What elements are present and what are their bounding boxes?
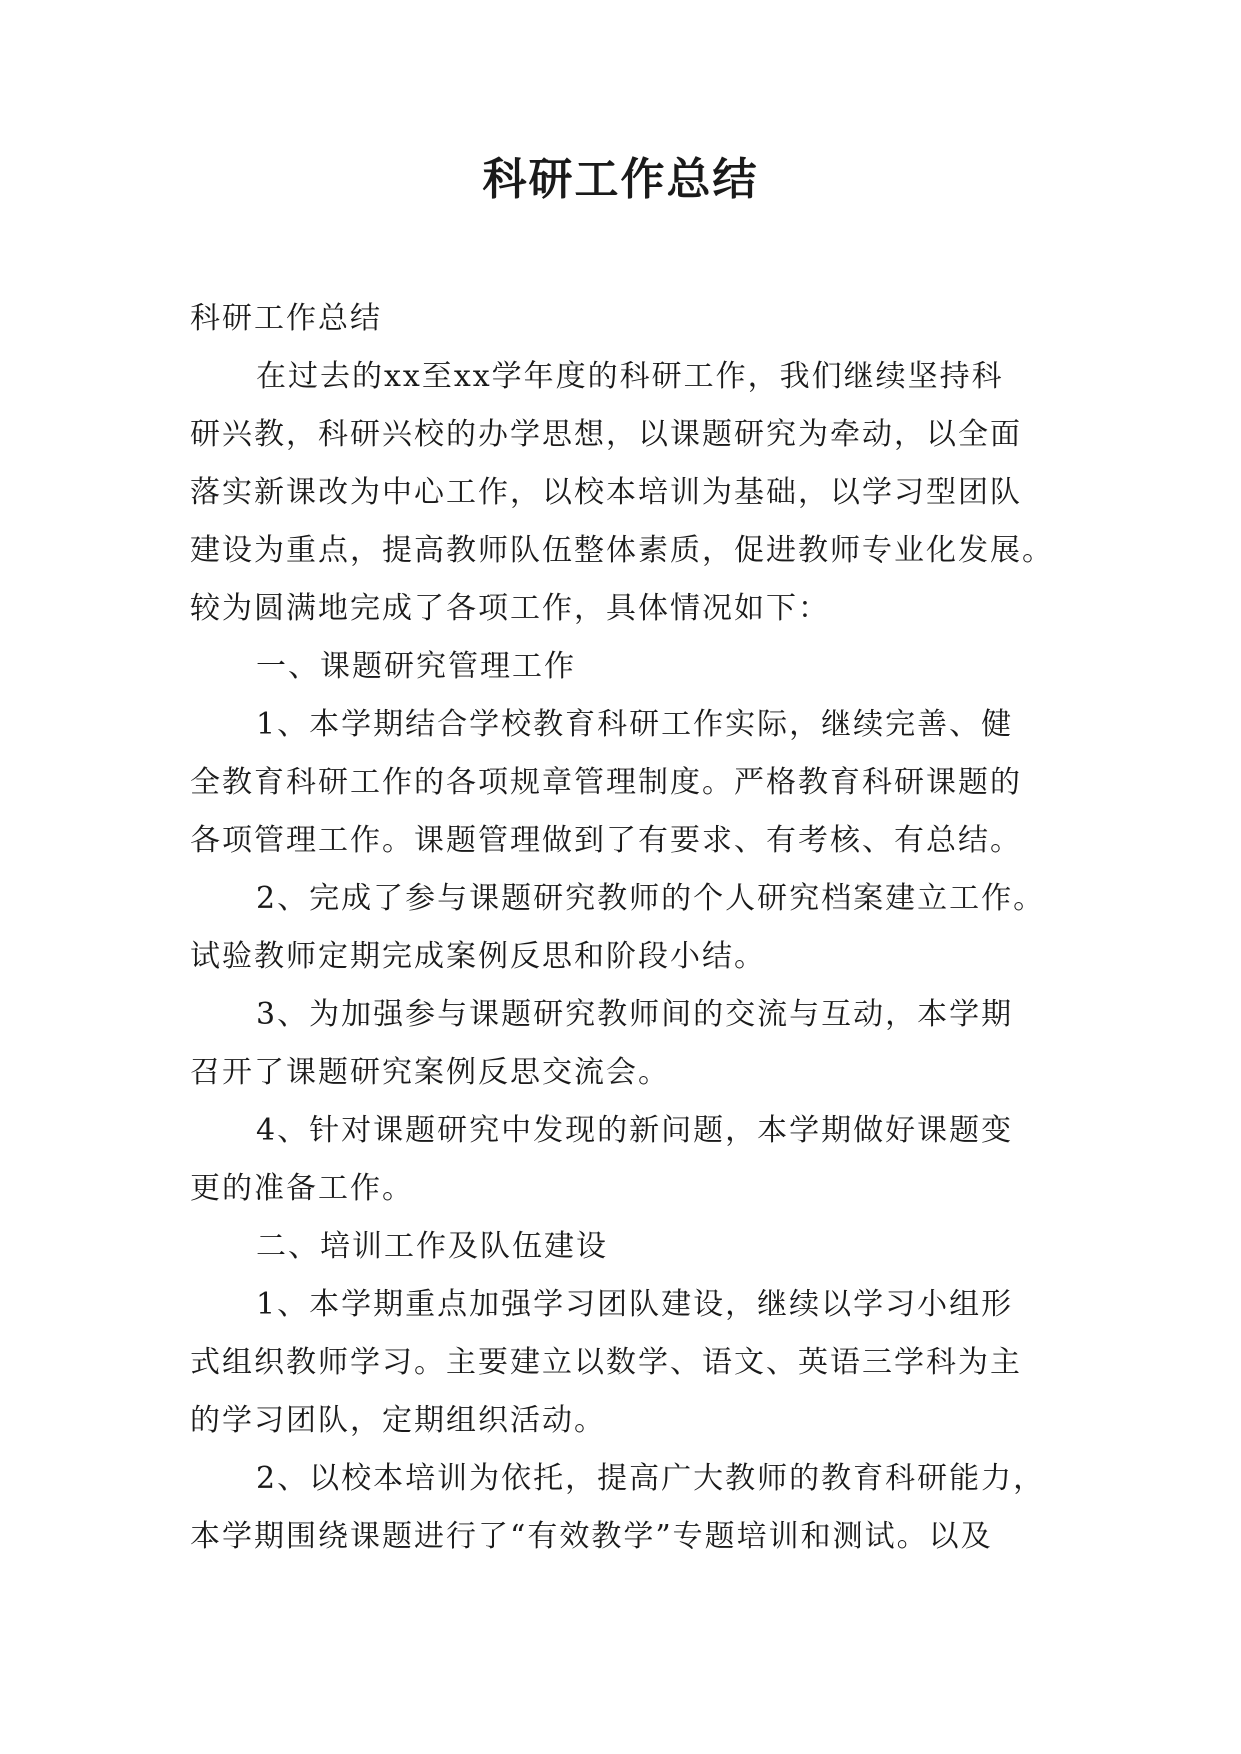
text-line: 本学期围绕课题进行了“有效教学”专题培训和测试。以及 (190, 1519, 993, 1554)
text-line: 各项管理工作。课题管理做到了有要求、有考核、有总结。 (190, 823, 1022, 858)
text-line: 在过去的xx至xx学年度的科研工作，我们继续坚持科 (256, 359, 1004, 394)
text-line: 二、培训工作及队伍建设 (256, 1229, 608, 1264)
text-line: 全教育科研工作的各项规章管理制度。严格教育科研课题的 (190, 765, 1022, 800)
text-line: 落实新课改为中心工作，以校本培训为基础，以学习型团队 (190, 475, 1022, 510)
text-line: 的学习团队，定期组织活动。 (190, 1403, 606, 1438)
text-line: 更的准备工作。 (190, 1171, 414, 1206)
text-line: 2、完成了参与课题研究教师的个人研究档案建立工作。 (256, 881, 1046, 916)
text-line: 较为圆满地完成了各项工作，具体情况如下： (190, 591, 830, 626)
text-line: 1、本学期重点加强学习团队建设，继续以学习小组形 (256, 1287, 1014, 1322)
text-line: 4、针对课题研究中发现的新问题，本学期做好课题变 (256, 1113, 1014, 1148)
text-line: 科研工作总结 (190, 301, 382, 336)
text-line: 试验教师定期完成案例反思和阶段小结。 (190, 939, 766, 974)
text-line: 1、本学期结合学校教育科研工作实际，继续完善、健 (256, 707, 1014, 742)
text-line: 召开了课题研究案例反思交流会。 (190, 1055, 670, 1090)
document-title: 科研工作总结 (482, 154, 759, 205)
text-line: 3、为加强参与课题研究教师间的交流与互动，本学期 (256, 997, 1014, 1032)
text-line: 研兴教，科研兴校的办学思想，以课题研究为牵动，以全面 (190, 417, 1022, 452)
text-line: 一、课题研究管理工作 (256, 649, 576, 684)
document-body (190, 290, 1070, 1566)
text-line: 2、以校本培训为依托，提高广大教师的教育科研能力， (256, 1461, 1046, 1496)
text-line: 式组织教师学习。主要建立以数学、语文、英语三学科为主 (190, 1345, 1022, 1380)
text-line: 建设为重点，提高教师队伍整体素质，促进教师专业化发展。 (190, 533, 1054, 568)
